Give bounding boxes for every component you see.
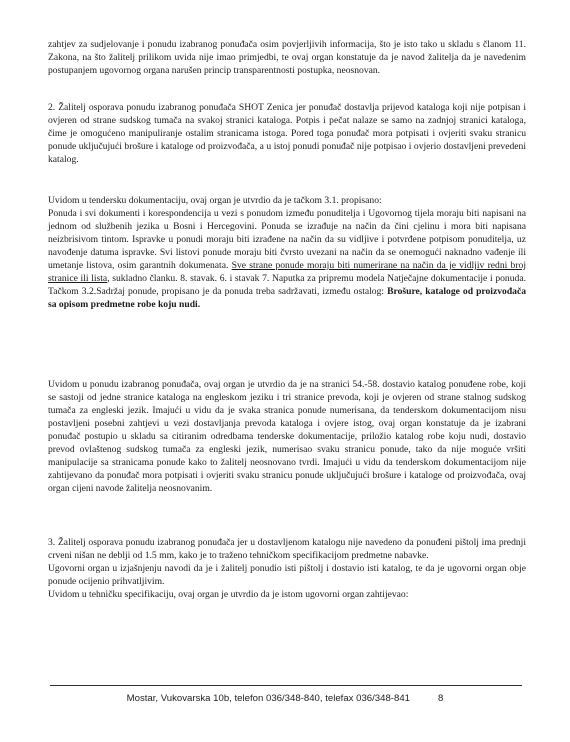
footer-address: Mostar, Vukovarska 10b, telefon 036/348-840, telefax 036/348-841 <box>126 693 411 704</box>
paragraph-intro: Uvidom u tendersku dokumentaciju, ovaj organ je utvrdio da je tačkom 3.1. propisano: <box>48 195 382 206</box>
footer-divider <box>50 685 522 686</box>
bold-requirement: Brošure, kataloge od proizvođača sa opisom predmetne robe koju nudi. <box>48 286 527 310</box>
paragraph-quote <box>48 207 526 311</box>
paragraph-offer-review <box>48 378 526 495</box>
page-footer <box>0 693 570 704</box>
page-number: 8 <box>438 693 444 704</box>
quote-text: Ponuda i svi dokumenti i korespondencija u vezi s ponudom između ponuditelja i Ugovornog tijela moraju biti napisani na jednom od službenih jezika u Bosni i Hercegovini. Ponuda se izrađuje na način da čini cjelinu i mora biti napisana neizbrisivom tintom. Ispravke u ponudi moraju biti izrađene na način da su vidljive i potvrđene potpisom ponuditelja, uz navođenje datuma ispravke. Svi listovi ponude moraju biti čvrsto uvezani na način da se onemogući naknadno vađenje ili umetanje listova, osim garantnih dokumenata. <box>48 208 526 271</box>
paragraph-text: Uvidom u ponudu izabranog ponuđača, ovaj organ je utvrdio da je na stranici 54.-58. dostavio katalog ponuđene robe, koji se sastoji od jedne stranice kataloga na engleskom jeziku i tri stranice prevoda, koji je ovjeren od strane stalnog sudskog tumača za engleski jezik. Imajući u vidu da je svaka stranica ponude numerisana, da tenderskom dokumentacijom nisu postavljeni posebni zahtjevi u vezi dostavljanja prevoda kataloga i ovjere istog, ovaj organ konstatuje da je izabrani ponuđač postupio u skladu sa citiranim odredbama tenderske dokumentacije, priložio katalog robe koju nudi, dostavio prevod ovlaštenog sudskog tumača za engleski jezik, numerisao svaku stranicu ponude, tako da nije moguće vršiti manipulacije sa stranicama ponude kako to žalitelj neosnovano tvrdi. Imajući u vidu da tenderskom dokumentacijom nije zahtijevano da ponuđač mora potpisati i ovjeriti svaku stranicu ponude uključujući brošure i kataloge od proizvođača, ovaj organ cijeni navode žalitelja neosnovanim. <box>48 379 526 494</box>
underlined-requirement: Sve strane ponude moraju biti numerirane na način da je vidljiv redni broj stranice ili lista <box>48 260 526 284</box>
paragraph-text: 3. Žalitelj osporava ponudu izabranog ponuđača jer u dostavljenom katalogu nije navedeno da ponuđeni pištolj ima prednji crveni nišan ne deblji od 1.5 mm, kako je to traženo tehničkom specifikacijom predmetne nabavke. <box>48 537 526 561</box>
paragraph-text: Ugovorni organ u izjašnjenju navodi da je i žalitelj ponudio isti pištolj i dostavio isti katalog, te da je ugovorni organ obje ponude ocijenio prihvatljivim. <box>48 563 526 587</box>
paragraph-text: Uvidom u tehničku specifikaciju, ovaj organ je utvrdio da je istom ugovorni organ zahtijevao: <box>48 589 409 600</box>
paragraph-text: zahtjev za sudjelovanje i ponudu izabranog ponuđača osim povjerljivih informacija, što je isto tako u skladu s članom 11. Zakona, na što žalitelj prilikom uvida nije imao primjedbi, te ovaj organ konstatuje da je navod žalitelja da je navedenim postupanjem ugovornog organa narušen princip transparentnosti postupka, neosnovan. <box>48 39 526 76</box>
paragraph-transparency <box>48 38 526 77</box>
paragraph-tender-provisions <box>48 194 526 311</box>
paragraph-text: 2. Žalitelj osporava ponudu izabranog ponuđača SHOT Zenica jer ponuđač dostavlja prijevod kataloga koji nije potpisan i ovjeren od strane sudskog tumača na svakoj stranici kataloga. Potpis i pečat nalaze se samo na zadnjoj stranici kataloga, čime je omogućeno manipuliranje ostalim stranicama istoga. Pored toga ponuđač mora potpisati i ovjeriti svaku stranicu ponude uključujući brošure i kataloge od proizvođača, a u istoj ponudi ponuđač nije potpisao i ovjerio dostavljeni prevedeni katalog. <box>48 102 526 165</box>
paragraph-objection-2 <box>48 101 526 166</box>
quote-continuation: , sukladno članku. 8. stavak. 6. i stavak 7. Naputka za pripremu modela Natječajne dokumentacije i ponuda. Tačkom 3.2.Sadržaj ponude, propisano je da ponuda treba sadržavati, između ostalog: <box>48 273 526 297</box>
paragraph-objection-3 <box>48 536 526 601</box>
